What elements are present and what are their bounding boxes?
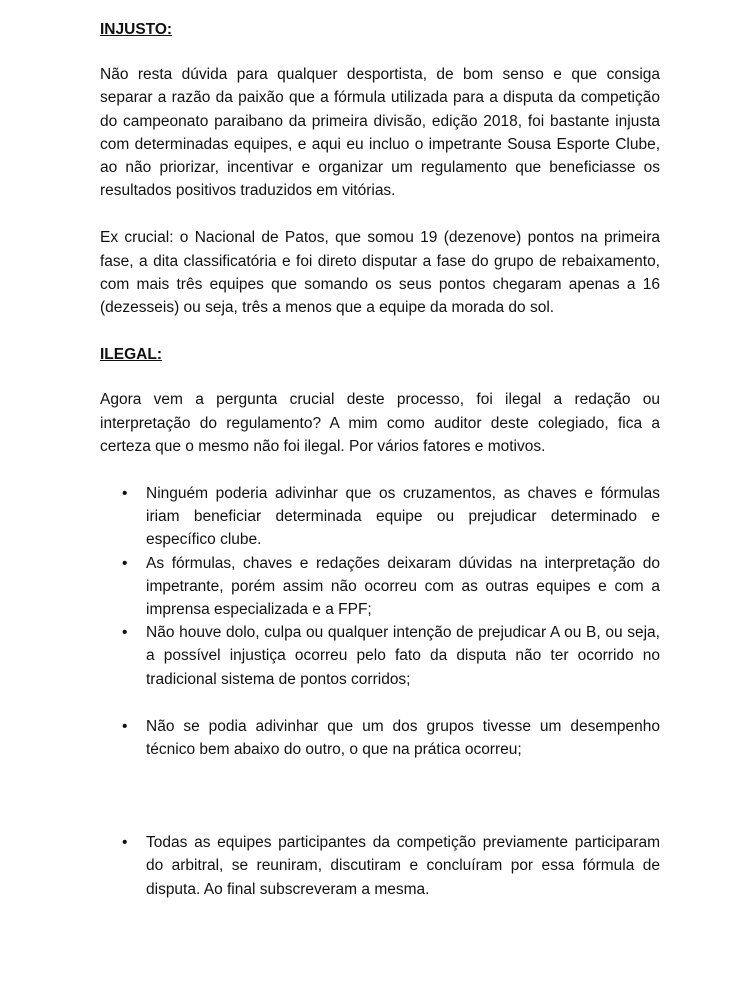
list-item (100, 482, 660, 552)
bullet-icon: • (122, 554, 128, 572)
section-heading-ilegal: ILEGAL: (100, 346, 162, 364)
bullet-icon: • (122, 717, 128, 735)
paragraph-injusto-1: Não resta dúvida para qualquer desportista, de bom senso e que consiga separar a razão da paixão que a fórmula utilizada para a disputa da competição do campeonato paraibano da primeira divisão, edição 2018, foi bastante injusta com determinadas equipes, e aqui eu incluo o impetrante Sousa Esporte Clube, ao não priorizar, incentivar e organizar um regulamento que beneficiasse os resultados positivos traduzidos em vitórias. (100, 66, 660, 200)
list-item (100, 552, 660, 622)
bullet-icon: • (122, 485, 128, 503)
bullet-text: As fórmulas, chaves e redações deixaram dúvidas na interpretação do impetrante, porém assim não ocorreu com as outras equipes e com a imprensa especializada e a FPF; (146, 554, 660, 619)
document-page (100, 18, 660, 901)
bullet-icon: • (122, 834, 128, 852)
bullet-list (100, 482, 660, 901)
list-item (100, 715, 660, 761)
paragraph-injusto-2: Ex crucial: o Nacional de Patos, que somou 19 (dezenove) pontos na primeira fase, a dita classificatória e foi direto disputar a fase do grupo de rebaixamento, com mais três equipes que somando os seus pontos chegaram apenas a 16 (dezesseis) ou seja, três a menos que a equipe da morada do sol. (100, 229, 660, 317)
paragraph-ilegal-intro: Agora vem a pergunta crucial deste processo, foi ilegal a redação ou interpretação do regulamento? A mim como auditor deste colegiado, fica a certeza que o mesmo não foi ilegal. Por vários fatores e motivos. (100, 391, 660, 455)
list-item (100, 831, 660, 901)
bullet-icon: • (122, 624, 128, 642)
bullet-text: Não se podia adivinhar que um dos grupos tivesse um desempenho técnico bem abaixo do outro, o que na prática ocorreu; (146, 717, 660, 759)
bullet-text: Ninguém poderia adivinhar que os cruzamentos, as chaves e fórmulas iriam beneficiar determinada equipe ou prejudicar determinado e específico clube. (146, 485, 660, 549)
bullet-text: Todas as equipes participantes da competição previamente participaram do arbitral, se reuniram, discutiram e concluíram por essa fórmula de disputa. Ao final subscreveram a mesma. (146, 834, 660, 898)
section-heading-injusto: INJUSTO: (100, 21, 173, 38)
bullet-text: Não houve dolo, culpa ou qualquer intenção de prejudicar A ou B, ou seja, a possível injustiça ocorreu pelo fato da disputa não ter ocorrido no tradicional sistema de pontos corridos; (146, 624, 660, 688)
list-item (100, 621, 660, 691)
